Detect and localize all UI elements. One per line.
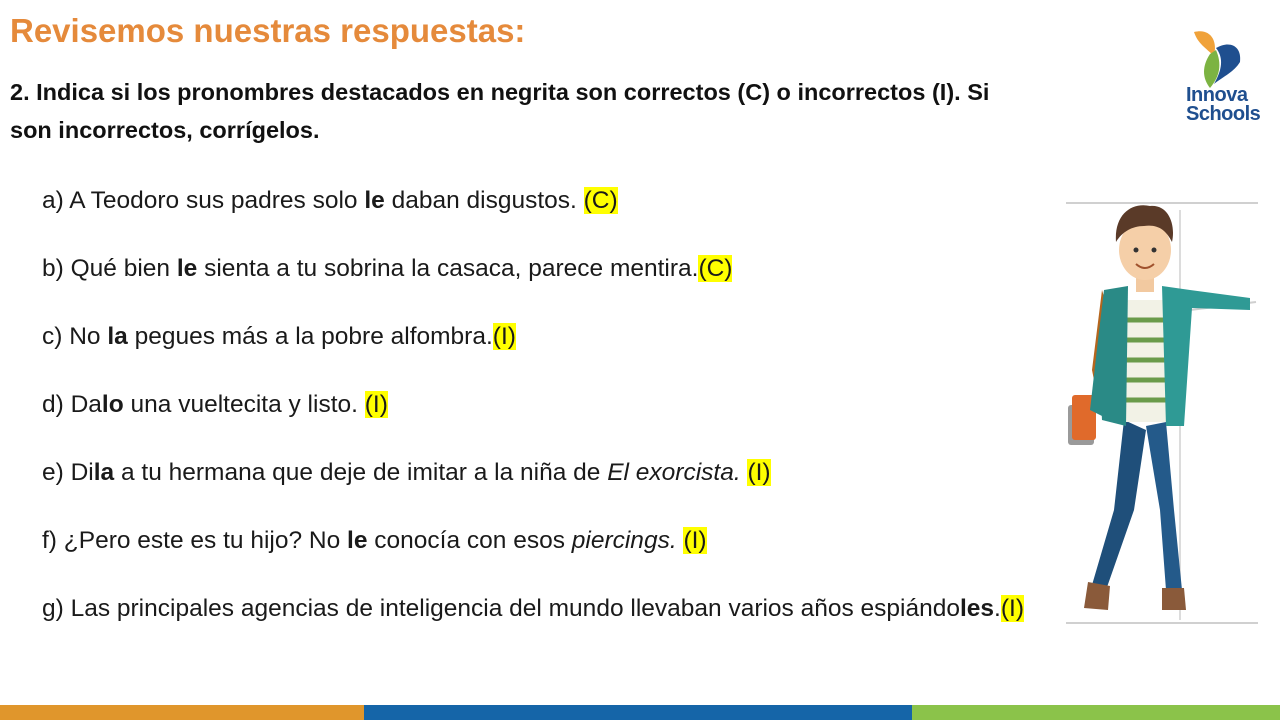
answer-mark: (I) <box>747 459 771 486</box>
answer-text: g) Las principales agencias de inteligencia del mundo llevaban varios años espiándo <box>42 595 960 622</box>
answer-mark: (I) <box>364 391 388 418</box>
highlighted-pronoun: lo <box>101 391 124 418</box>
italic-title: El exorcista. <box>607 459 741 486</box>
answer-text: sienta a tu sobrina la casaca, parece mentira. <box>197 255 699 282</box>
footer-segment-orange <box>0 705 364 720</box>
logo-wordmark-line2: Schools <box>1186 103 1261 125</box>
student-illustration <box>1062 190 1262 635</box>
answer-item <box>42 318 1042 356</box>
answer-text: b) Qué bien <box>42 255 177 282</box>
answer-text: conocía con esos <box>367 527 572 554</box>
answer-text: daban disgustos. <box>384 187 584 214</box>
footer-segment-blue <box>364 705 912 720</box>
answer-mark: (I) <box>1000 595 1024 622</box>
answer-text: d) Da <box>42 391 102 418</box>
highlighted-pronoun: les <box>959 595 995 622</box>
answer-text: e) Di <box>42 459 94 486</box>
highlighted-pronoun: la <box>93 459 115 486</box>
highlighted-pronoun: le <box>364 187 385 214</box>
logo-wordmark-line1: Innova <box>1186 84 1248 106</box>
italic-title: piercings. <box>571 527 677 554</box>
answer-item <box>42 522 1042 560</box>
answer-text: a tu hermana que deje de imitar a la niña de <box>114 459 608 486</box>
answer-item <box>42 250 1042 288</box>
answer-item <box>42 386 1042 424</box>
answer-text: f) ¿Pero este es tu hijo? No <box>42 527 348 554</box>
highlighted-pronoun: la <box>107 323 128 350</box>
answer-mark: (C) <box>698 255 733 282</box>
answer-text: c) No <box>42 323 108 350</box>
answer-item <box>42 182 1042 220</box>
answer-mark: (C) <box>583 187 618 214</box>
highlighted-pronoun: le <box>176 255 198 282</box>
slide-title: Revisemos nuestras respuestas: <box>10 12 526 49</box>
footer-segment-green <box>912 705 1280 720</box>
answer-text: a) A Teodoro sus padres solo <box>42 187 365 214</box>
answer-list <box>42 182 1042 628</box>
exercise-instructions: 2. Indica si los pronombres destacados en negrita son correctos (C) o incorrectos (I). Si son incorrectos, corrígelos. <box>10 79 990 143</box>
highlighted-pronoun: le <box>347 527 368 554</box>
logo-wordmark <box>1186 86 1260 124</box>
answer-mark: (I) <box>492 323 516 350</box>
answer-text: . <box>994 595 1001 622</box>
answer-item <box>42 590 1042 628</box>
answer-item <box>42 454 1042 492</box>
logo-green-leaf <box>1204 50 1219 88</box>
footer-color-bar <box>0 705 1280 720</box>
answer-mark: (I) <box>683 527 707 554</box>
logo-orange-leaf <box>1194 31 1215 56</box>
answer-text: pegues más a la pobre alfombra. <box>127 323 493 350</box>
answer-text: una vueltecita y listo. <box>123 391 365 418</box>
